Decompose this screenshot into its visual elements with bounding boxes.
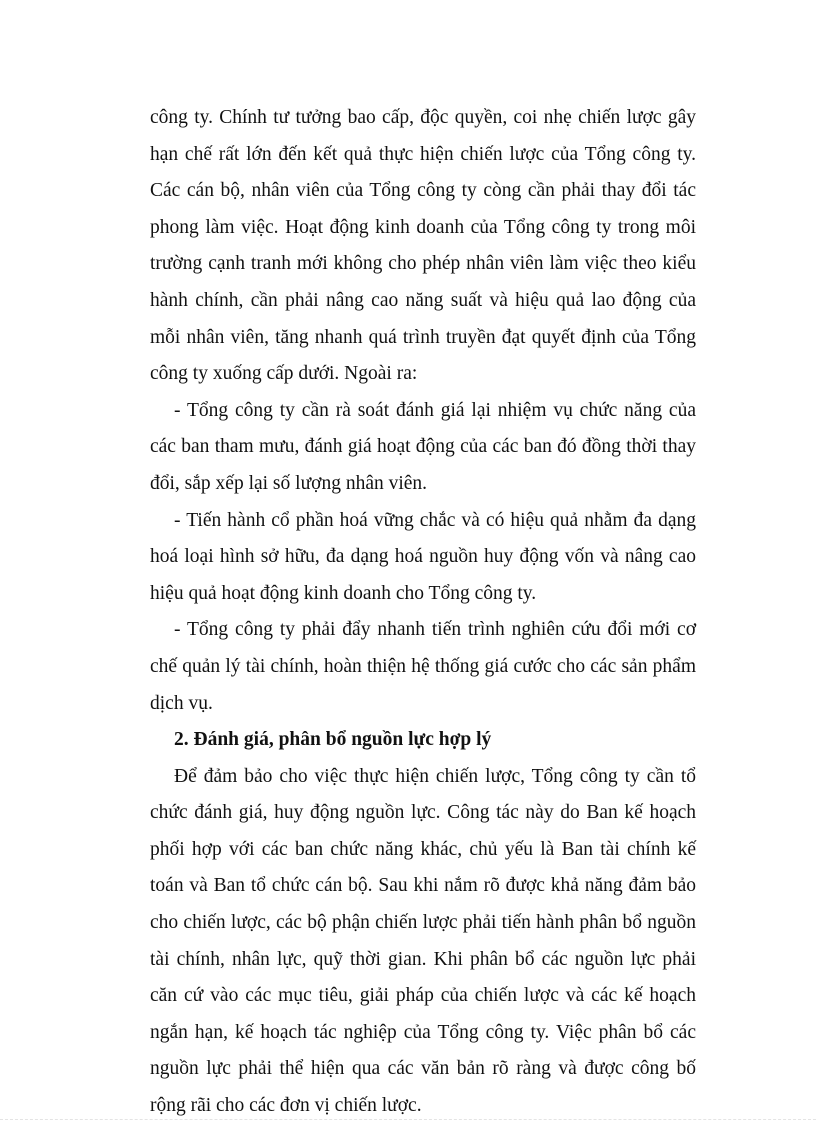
bullet-paragraph-financial-reform: - Tổng công ty phải đẩy nhanh tiến trình nghiên cứu đổi mới cơ chế quản lý tài chính, hoàn thiện hệ thống giá cước cho các sản phẩm dịch vụ. — [150, 619, 696, 714]
page-bottom-divider — [0, 1119, 816, 1120]
bullet-paragraph-review-departments: - Tổng công ty cần rà soát đánh giá lại nhiệm vụ chức năng của các ban tham mưu, đánh giá hoạt động của các ban đó đồng thời thay đổi, sắp xếp lại số lượng nhân viên. — [150, 399, 696, 494]
paragraph-intro: công ty. Chính tư tưởng bao cấp, độc quyền, coi nhẹ chiến lược gây hạn chế rất lớn đến kết quả thực hiện chiến lược của Tổng công ty. Các cán bộ, nhân viên của Tổng công ty còng cần phải thay đổi tác phong làm việc. Hoạt động kinh doanh của Tổng công ty trong môi trường cạnh tranh mới không cho phép nhân viên làm việc theo kiểu hành chính, cần phải nâng cao năng suất và hiệu quả lao động của mỗi nhân viên, tăng nhanh quá trình truyền đạt quyết định của Tổng công ty xuống cấp dưới. Ngoài ra: — [150, 107, 696, 385]
document-body — [150, 100, 696, 1125]
paragraph-resource-allocation: Để đảm bảo cho việc thực hiện chiến lược, Tổng công ty cần tổ chức đánh giá, huy động nguồn lực. Công tác này do Ban kế hoạch phối hợp với các ban chức năng khác, chủ yếu là Ban tài chính kế toán và Ban tổ chức cán bộ. Sau khi nắm rõ được khả năng đảm bảo cho chiến lược, các bộ phận chiến lược phải tiến hành phân bổ nguồn tài chính, nhân lực, quỹ thời gian. Khi phân bổ các nguồn lực phải căn cứ vào các mục tiêu, giải pháp của chiến lược và các kế hoạch ngắn hạn, kế hoạch tác nghiệp của Tổng công ty. Việc phân bổ các nguồn lực phải thể hiện qua các văn bản rõ ràng và được công bố rộng rãi cho các đơn vị chiến lược. — [150, 765, 696, 1117]
section-heading: 2. Đánh giá, phân bổ nguồn lực hợp lý — [174, 729, 492, 751]
bullet-paragraph-equitization: - Tiến hành cổ phần hoá vững chắc và có hiệu quả nhằm đa dạng hoá loại hình sở hữu, đa dạng hoá nguồn huy động vốn và nâng cao hiệu quả hoạt động kinh doanh cho Tổng công ty. — [150, 509, 696, 604]
